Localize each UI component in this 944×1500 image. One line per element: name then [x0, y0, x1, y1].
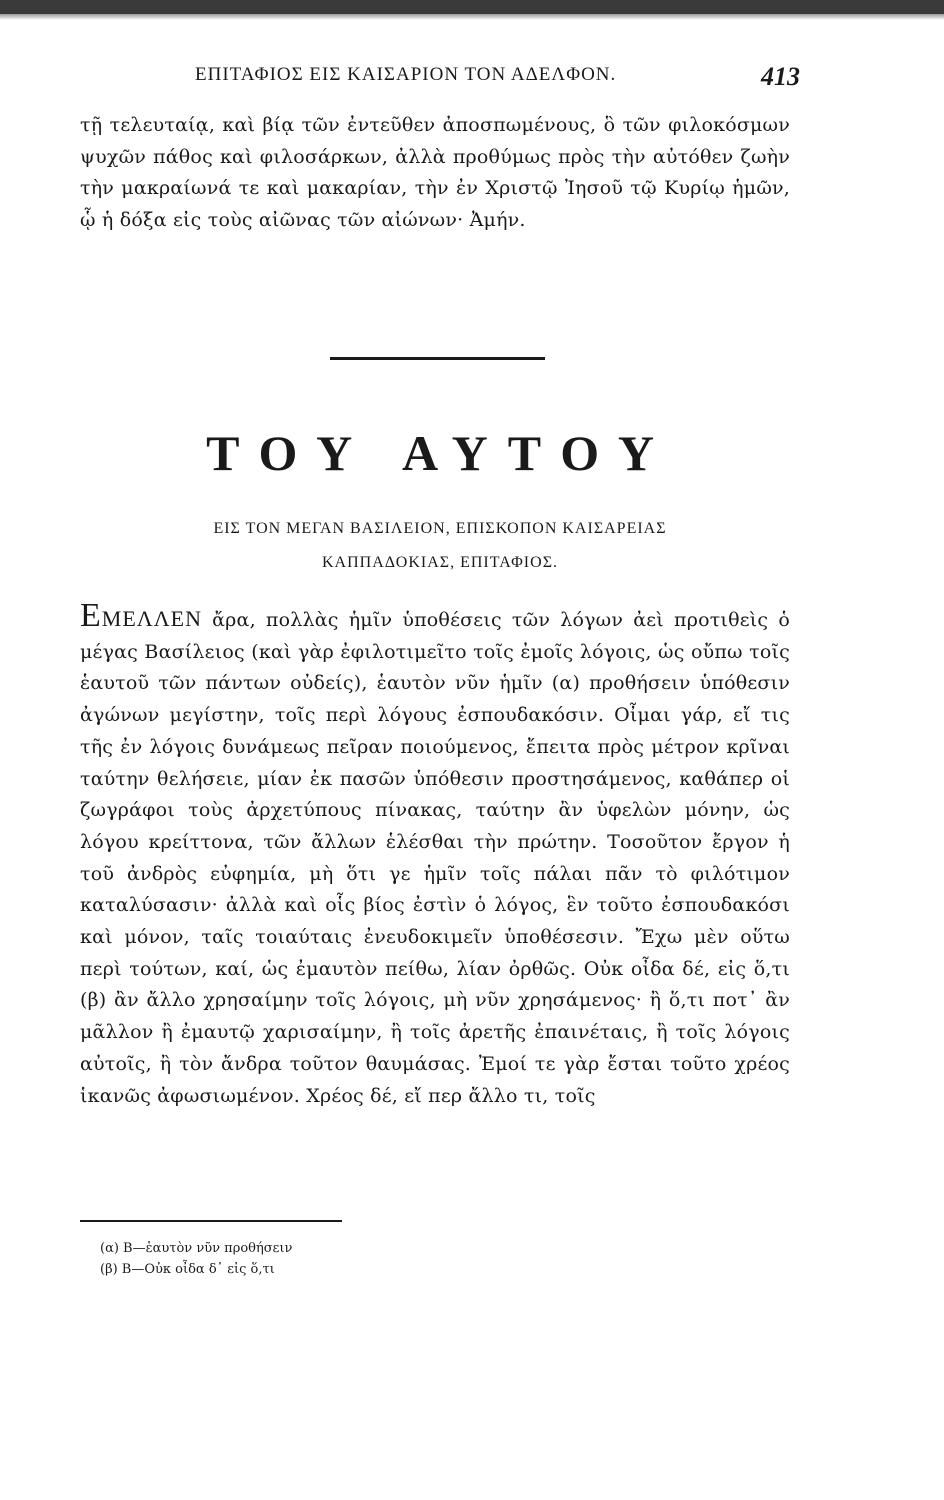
subtitle-line-1: ΕΙΣ ΤΟΝ ΜΕΓΑΝ ΒΑΣΙΛΕΙΟΝ, ΕΠΙΣΚΟΠΟΝ ΚΑΙΣΑΡΕΙΑΣ — [213, 520, 667, 537]
section-title: ΤΟΥ ΑΥΤΟΥ — [206, 425, 674, 481]
closing-paragraph: τῇ τελευταίᾳ, καὶ βίᾳ τῶν ἐντεῦθεν ἀποσπωμένους, ὃ τῶν φιλοκόσμων ψυχῶν πάθος καὶ φιλοσάρκων, ἀλλὰ προθύμως πρὸς τὴν αὐτόθεν ζωὴν τὴν μακραίωνά τε καὶ μακαρίαν, τὴν ἐν Χριστῷ Ἰησοῦ τῷ Κυρίῳ ἡμῶν, ᾧ ἡ δόξα εἰς τοὺς αἰῶνας τῶν αἰώνων· Ἀμήν. — [80, 114, 790, 231]
section-subtitle — [90, 512, 790, 580]
page-number: 413 — [761, 62, 800, 91]
initial-letter: Ε — [80, 597, 102, 634]
section-divider — [330, 357, 545, 360]
opening-paragraph — [80, 597, 791, 1112]
initial-word-rest: ΜΕΛΛΕΝ — [101, 606, 203, 631]
footnote-b: (β) Β—Οὐκ οἶδα δ᾽ εἰς ὅ,τι — [100, 1262, 275, 1277]
running-head — [80, 62, 800, 92]
footnote-a: (α) Β—ἑαυτὸν νῦν προθήσειν — [100, 1241, 293, 1256]
book-page — [80, 0, 800, 1500]
footnote-rule — [80, 1220, 342, 1222]
opening-text: ἄρα, πολλὰς ἡμῖν ὑποθέσεις τῶν λόγων ἀεὶ προτιθεὶς ὁ μέγας Βασίλειος (καὶ γὰρ ἐφιλοτιμεῖτο τοῖς ἐμοῖς λόγοις, ὡς οὔπω τοῖς ἑαυτοῦ τῶν πάντων οὐδείς), ἑαυτὸν νῦν ἡμῖν (α) προθήσειν ὑπόθεσιν ἀγώνων μεγίστην, τοῖς περὶ λόγους ἐσπουδακόσιν. Οἶμαι γάρ, εἴ τις τῆς ἐν λόγοις δυνάμεως πεῖραν ποιούμενος, ἔπειτα πρὸς μέτρον κρῖναι ταύτην θελήσειε, μίαν ἐκ πασῶν ὑπόθεσιν προστησάμενος, καθάπερ οἱ ζωγράφοι τοὺς ἀρχετύπους πίνακας, ταύτην ἂν ὑφελὼν μόνην, ὡς λόγου κρείττονα, τῶν ἄλλων ἑλέσθαι τὴν πρώτην. Τοσοῦτον ἔργον ἡ τοῦ ἀνδρὸς εὐφημία, μὴ ὅτι γε ἡμῖν τοῖς πάλαι πᾶν τὸ φιλότιμον καταλύσασιν· ἀλλὰ καὶ οἷς βίος ἐστὶν ὁ λόγος, ἓν τοῦτο ἐσπουδακόσι καὶ μόνον, ταῖς τοιαύταις ἐνευδοκιμεῖν ὑποθέσεσιν. Ἔχω μὲν οὕτω περὶ τούτων, καί, ὡς ἐμαυτὸν πείθω, λίαν ὀρθῶς. Οὐκ οἶδα δέ, εἰς ὅ,τι (β) ἂν ἄλλο χρησαίμην τοῖς λόγοις, μὴ νῦν χρησάμενος· ἢ ὅ,τι ποτ᾽ ἂν μᾶλλον ἢ ἐμαυτῷ χαρισαίμην, ἢ τοῖς ἀρετῆς ἐπαινέταις, ἢ τοῖς λόγοις αὐτοῖς, ἢ τὸν ἄνδρα τοῦτον θαυμάσας. Ἐμοί τε γὰρ ἔσται τοῦτο χρέος ἱκανῶς ἀφωσιωμένον. Χρέος δέ, εἴ περ ἄλλο τι, τοῖς — [80, 609, 791, 1107]
subtitle-line-2: ΚΑΠΠΑΔΟΚΙΑΣ, ΕΠΙΤΑΦΙΟΣ. — [321, 554, 558, 571]
running-title: ΕΠΙΤΑΦΙΟΣ ΕΙΣ ΚΑΙΣΑΡΙΟΝ ΤΟΝ ΑΔΕΛΦΟΝ. — [195, 64, 617, 85]
opening-word — [80, 597, 203, 634]
footnotes — [100, 1238, 700, 1280]
